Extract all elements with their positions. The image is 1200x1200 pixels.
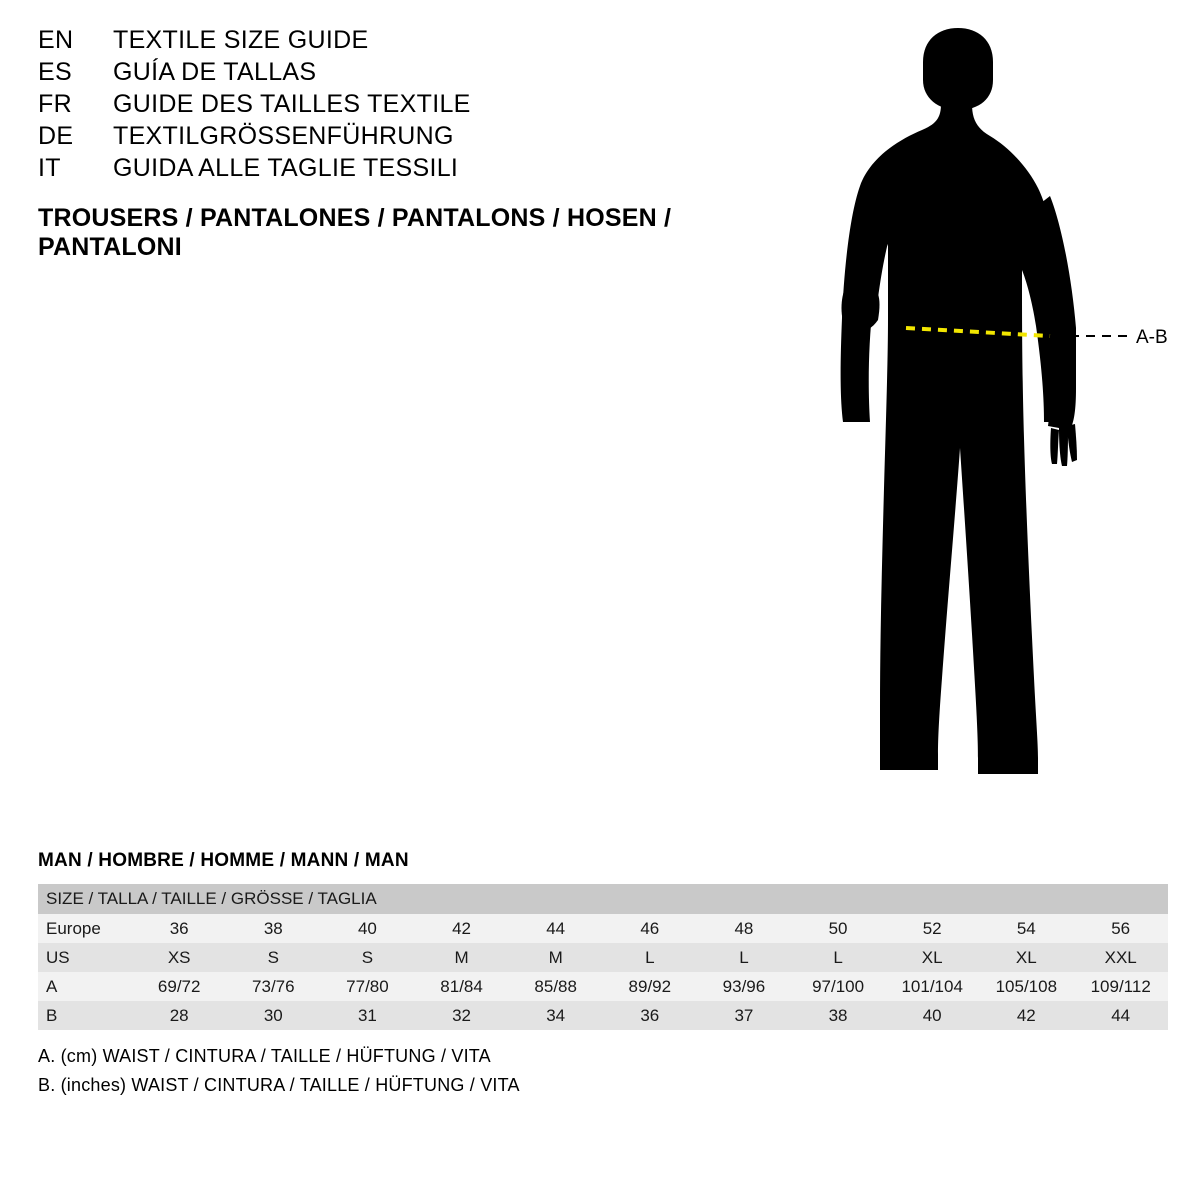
cell: L [697,943,791,972]
table-row [38,943,1168,972]
language-code: EN [38,26,74,54]
table-caption: MAN / HOMBRE / HOMME / MANN / MAN [38,850,409,871]
cell: 42 [415,914,509,943]
cell: XL [979,943,1073,972]
size-table [38,884,1168,1030]
cell: 44 [509,914,603,943]
garment-type-subtitle: TROUSERS / PANTALONES / PANTALONS / HOSEN / PANTALONI [38,204,672,261]
row-label-europe: Europe [38,914,132,943]
language-title: TEXTILGRÖSSENFÜHRUNG [113,122,454,150]
row-label-us: US [38,943,132,972]
footnotes [38,1046,1168,1096]
cell: 34 [509,1001,603,1030]
cell: 52 [885,914,979,943]
cell: 38 [226,914,320,943]
cell: 105/108 [979,972,1073,1001]
cell: 97/100 [791,972,885,1001]
cell: 85/88 [509,972,603,1001]
footnote-b: B. (inches) WAIST / CINTURA / TAILLE / HÜFTUNG / VITA [38,1075,520,1095]
language-code: IT [38,154,61,182]
cell: 40 [885,1001,979,1030]
cell: M [415,943,509,972]
cell: 38 [791,1001,885,1030]
language-title: GUÍA DE TALLAS [113,58,317,86]
cell: S [320,943,414,972]
cell: XS [132,943,226,972]
cell: 81/84 [415,972,509,1001]
cell: 101/104 [885,972,979,1001]
cell: 54 [979,914,1073,943]
language-title: TEXTILE SIZE GUIDE [113,26,369,54]
language-title: GUIDA ALLE TAGLIE TESSILI [113,154,459,182]
table-row [38,972,1168,1001]
cell: 69/72 [132,972,226,1001]
row-label-b: B [38,1001,132,1030]
cell: 89/92 [603,972,697,1001]
language-row [38,124,818,149]
man-silhouette-figure [810,18,1190,798]
table-row [38,1001,1168,1030]
cell: 37 [697,1001,791,1030]
table-row [38,914,1168,943]
size-table-section [38,850,1168,1104]
language-row [38,60,818,85]
table-header-row [38,884,1168,914]
table-header-label: SIZE / TALLA / TAILLE / GRÖSSE / TAGLIA [38,884,1168,914]
cell: 50 [791,914,885,943]
header-block [38,28,818,262]
cell: 44 [1073,1001,1168,1030]
cell: 73/76 [226,972,320,1001]
silhouette-icon [841,28,1077,774]
cell: L [603,943,697,972]
cell: 28 [132,1001,226,1030]
cell: 48 [697,914,791,943]
language-code: DE [38,122,74,150]
cell: XXL [1073,943,1168,972]
footnote-a: A. (cm) WAIST / CINTURA / TAILLE / HÜFTUNG / VITA [38,1046,491,1066]
cell: S [226,943,320,972]
cell: 77/80 [320,972,414,1001]
cell: 40 [320,914,414,943]
cell: 46 [603,914,697,943]
cell: L [791,943,885,972]
language-row [38,156,818,181]
cell: 42 [979,1001,1073,1030]
cell: XL [885,943,979,972]
measure-label-ab: A-B [1136,327,1168,348]
cell: 93/96 [697,972,791,1001]
cell: 56 [1073,914,1168,943]
cell: M [509,943,603,972]
row-label-a: A [38,972,132,1001]
language-code: FR [38,90,72,118]
language-code: ES [38,58,72,86]
cell: 30 [226,1001,320,1030]
cell: 109/112 [1073,972,1168,1001]
language-title: GUIDE DES TAILLES TEXTILE [113,90,471,118]
cell: 36 [132,914,226,943]
cell: 32 [415,1001,509,1030]
cell: 36 [603,1001,697,1030]
language-row [38,28,818,53]
cell: 31 [320,1001,414,1030]
language-row [38,92,818,117]
